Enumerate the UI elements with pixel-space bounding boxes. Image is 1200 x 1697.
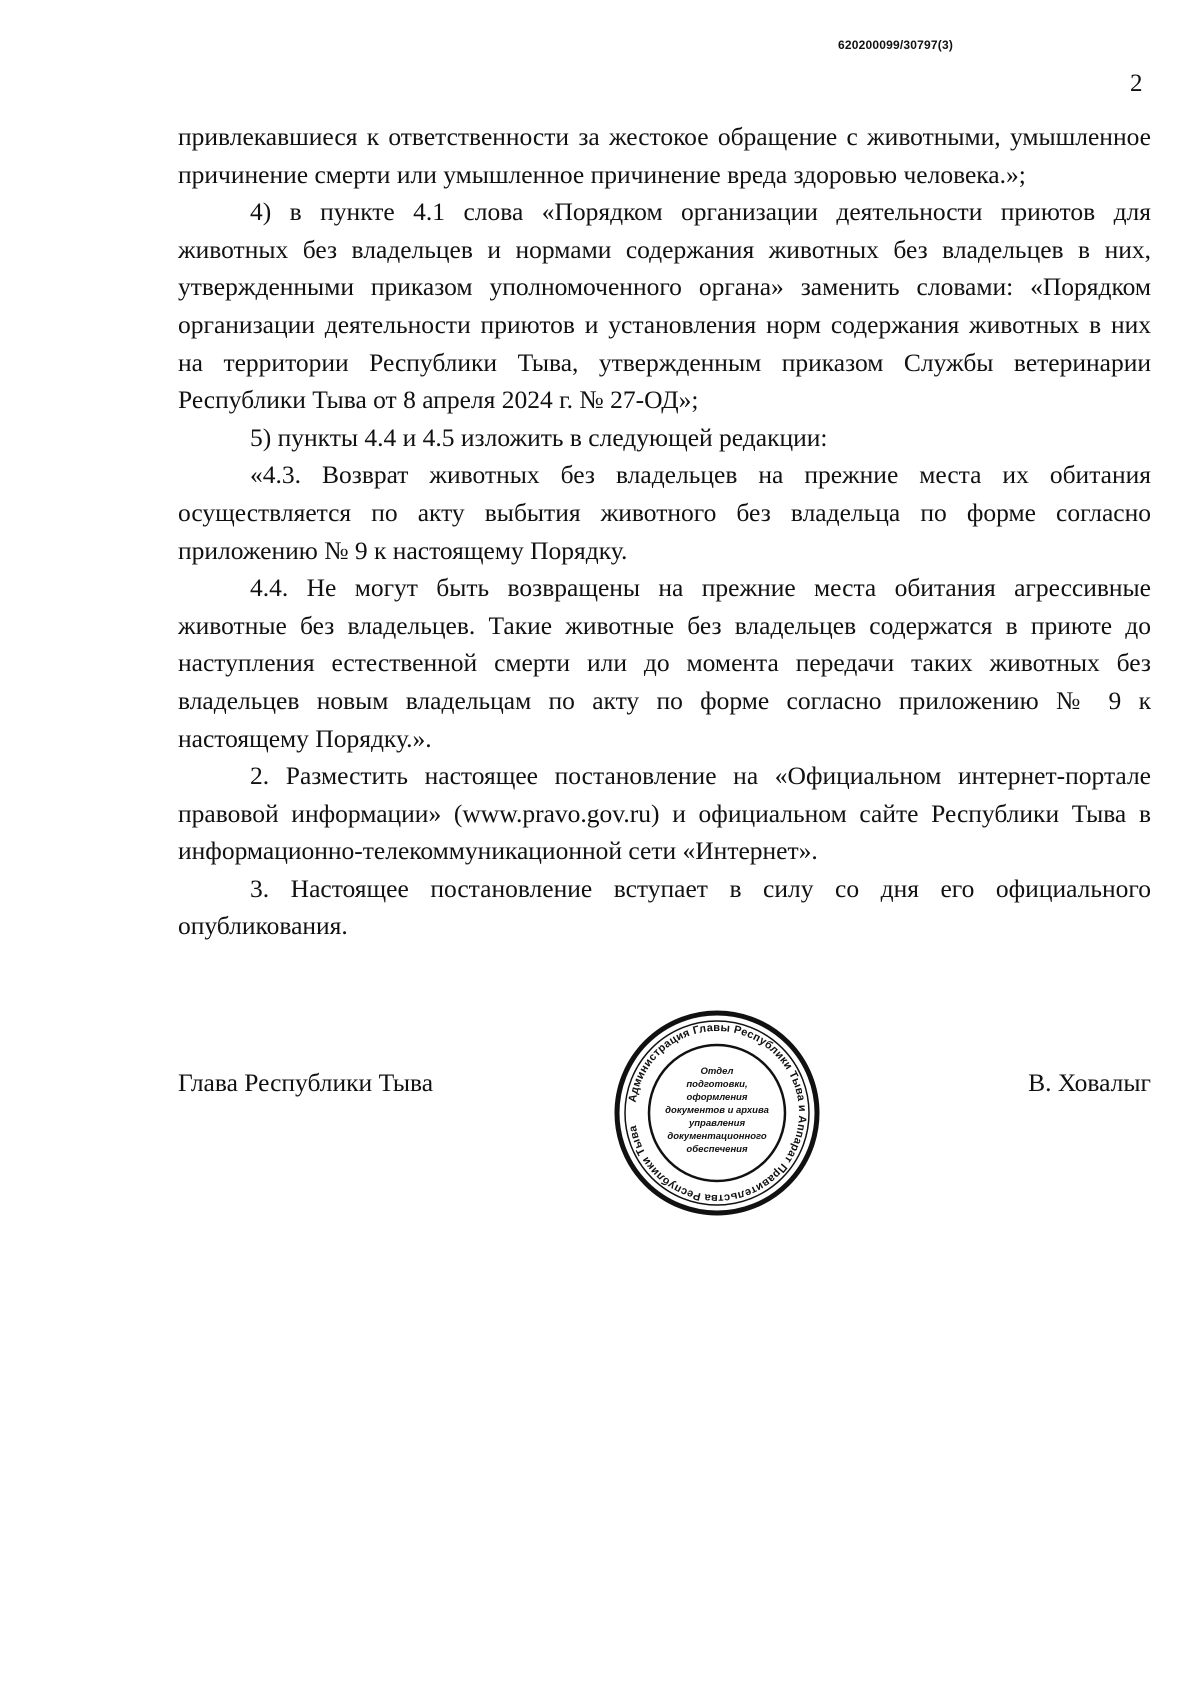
stamp-center-line: Отдел	[700, 1066, 734, 1077]
document-id: 620200099/30797(3)	[838, 38, 954, 52]
stamp-center-line: управления	[688, 1118, 746, 1129]
paragraph-continuation: привлекавшиеся к ответственности за жестокое обращение с животными, умышленное причинение смерти или умышленное причинение вреда здоровью человека.»;	[178, 122, 1151, 189]
paragraph-item-3-effective: 3. Настоящее постановление вступает в силу со дня его официального опубликования.	[178, 873, 1151, 941]
stamp-ring-text: Администрация Главы Республики Тыва и Аппарат Правительства Республики Тыва	[626, 1021, 809, 1205]
stamp-center-line: оформления	[686, 1092, 748, 1103]
signatory-position: Глава Республики Тыва	[178, 1068, 434, 1097]
page-number: 2	[1130, 70, 1143, 97]
stamp-center-line: обеспечения	[686, 1144, 748, 1155]
official-seal-stamp	[612, 1008, 822, 1218]
stamp-center-line: документов и архива	[665, 1105, 769, 1116]
document-body	[178, 118, 1151, 945]
paragraph-item-2-publish: 2. Разместить настоящее постановление на «Официальном интернет-портале правовой информации» (www.pravo.gov.ru) и официальном сайте Республики Тыва в информационно-телекоммуникационной сети «Интернет».	[178, 761, 1151, 866]
stamp-center-line: подготовки,	[686, 1079, 748, 1090]
signatory-name: В. Ховалыг	[1028, 1068, 1151, 1097]
paragraph-item-5: 5) пункты 4.4 и 4.5 изложить в следующей редакции:	[250, 422, 828, 452]
stamp-center-line: документационного	[667, 1131, 767, 1142]
paragraph-item-4: 4) в пункте 4.1 слова «Порядком организации деятельности приютов для животных без владельцев и нормами содержания животных без владельцев в них, утвержденными приказом уполномоченного органа» заменить словами: «Порядком организации деятельности приютов и установления норм содержания животных в них на территории Республики Тыва, утвержденным приказом Службы ветеринарии Республики Тыва от 8 апреля 2024 г. № 27-ОД»;	[178, 197, 1151, 415]
paragraph-clause-4-4: 4.4. Не могут быть возвращены на прежние места обитания агрессивные животные без владельцев. Такие животные без владельцев содержатся в приюте до наступления естественной смерти или до момента передачи таких животных без владельцев новым владельцам по акту по форме согласно приложению № 9 к настоящему Порядку.».	[178, 573, 1151, 753]
paragraph-clause-4-3: «4.3. Возврат животных без владельцев на прежние места их обитания осуществляется по акту выбытия животного без владельца по форме согласно приложению № 9 к настоящему Порядку.	[178, 460, 1151, 565]
